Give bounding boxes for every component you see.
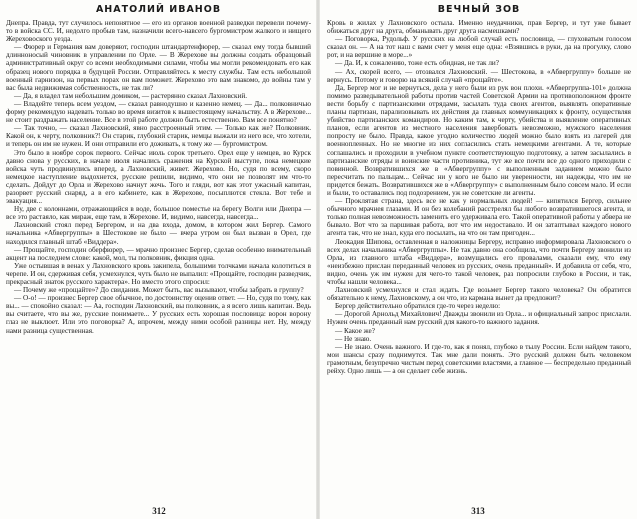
paragraph: Кровь в жилах у Лахновского остыла. Именно неудачники, прав Бергер, и тут уже бывает обижаться друг на друга, обманывать друг друга насмешками? [327,19,631,36]
paragraph: Это было в ноябре сорок первого. Сейчас июль сорок третьего. Орел еще у немцев, во Курск давно снова у русских, в начале июля начались сражения на Курской выступе, пока немецкие войска чуть продвинулись вперед, а Лахновский, живет. Жерехово. Но, судя по всему, скоро немецкое наступление выдохнется, русские решили, видимо, что они не позволят им что-то сделать. Дойдут до Орла и Жерехово начнут жечь. Того и гляди, вот как этот ужасный капитан, разорвет русский снаряд, а в его кабинете, как в Жерехове, посыплются стекла. Вот тебе и эвакуация... [6,148,311,206]
right-page-body [327,19,631,375]
paragraph: — Какое же? [335,326,375,335]
paragraph: Леокадия Шипова, оставленная в наложницы Бергеру, исправно информировала Лахновского о всех делах начальника «Абвергруппы». Не так давно она сообщила, что почти Бергеру звонили из Орла, из главного штаба «Виддера», возмущались его провалами, сказали ему, что ему «неизбежно прислан переданный человек из русских, очень преданный». И добавила от себя, что, видно, очень уж им нужен для чего-то такой человек, раз попросили глубоко в России, и так, чтобы нашли человека... [327,237,631,286]
paragraph: Бергер действительно обратился где-то через неделю: [335,302,501,311]
paragraph: — Так точно, — сказал Лахновский, явно расстроенный этим. — Только как же? Полковник. Какой он, к черту, полковник?! Он старик, глубокий старик, немцы выжали из него все, что хотели, и теперь он им не нужен. И они отправили его доживать, к тому же — бургомистром. [6,124,311,149]
paragraph: Ну, две с колоннами, отражающийся в воде, большое поместье на берегу Волги или Днепра — все это растаяло, как мираж, еще там, в Жерехове. И, видимо, навсегда, навсегда... [6,205,311,222]
paragraph: Днепра. Правда, тут случилось непонятное — его из органов военной разведки перевели почему-то в войска СС. И, недолго пробыв там, назначили всего-навсего бургомистром жалкого и нищего Жереховоского уезда. [6,19,311,44]
paragraph: Лахновский стоял перед Бергером, и на два входа, домом, в котором жил Бергер. Самого начальника «Абвергруппы» в Шестокове не было — вчера утром он был вызван в Орел, где находился главный штаб «Виддера». [6,221,311,246]
page-number-right: 313 [471,506,485,516]
left-page-body [6,19,311,335]
paragraph: — Дорогой Арнольд Михайлович! Дважды звонили из Орла... и официальный запрос прислали. Нужен очень преданный нам русский для какого-то важного задания. [327,310,631,327]
paragraph: Лахновский усмехнулся и стал ждать. Где возьмет Бергер такого человека? Он обратится обязательно к нему, Лахновскому, а он что, из кармана вынет да предложит? [327,286,631,303]
paragraph: — Не знаю. [335,334,372,343]
paragraph: — Ах, скорей всего, — отозвался Лахновский. — Шестокова, в «Абвергруппу» больше не вернусь. Потому и говорю на всякий случай «прощайте». [327,67,631,84]
right-page [319,0,637,519]
paragraph: — Проклятая страна, здесь все не как у нормальных людей! — кипятился Бергер, сильнее обычного мрачнея глазами. И он без колебаний расстрелял бы любого возвратившегося агента, и только полная невозможность заменить его удерживала его. Такой оперативной работы у абвера не бывало. Вот что за паршивая работа, вот что им недоставало. И он затаптывал каждого нового агента так, что не знал, куда его посылать, на что он там пригоден... [327,197,631,238]
running-head-author: АНАТОЛИЙ ИВАНОВ [95,4,222,15]
paragraph: Да, Бергер мог и не вернуться, дела у него были из рук вон плохи. «Абвергруппа-101» должна помимо разведывательной работы против частей Советской Армии на противоположном фронте вести борьбу с партизанскими отрядами, засылать туда своих агентов, выявлять оперативные планы партизан, парализовывать их действия да главных коммуникациях к фронту, осуществляя убийство партизанских командиров. Но каким там, к черту, убийства и выявление оперативных планов, если агентов из местного населения завербовать невозможно, мужского населения попросту не было. Правда, какое угодно количество людей можно было взять из лагерей для военнопленных. Но не многие из них согласились стать немецкими агентами. А те, которые соглашались и проходили в учебном пункте соответствующую подготовку, а затем засылались в партизанские отряды и воинские части противника, тут же все почти все до одного приходили с повинной. Возвратившихся же в «Абвергруппу» с выполненным заданием можно было пересчитать по пальцам... Сейчас ни у кого не было ни уверенности, ни надежды, что им не придется бежать. Возвратившихся же в «Абвергруппу» с выполненным было совсем мало. И если и были, то оставались под подозрением, уж не советские ли агенты. [327,83,631,197]
paragraph: — Почему же «прощайте»? До свидания. Может быть, вас вызывают, чтобы забрать в группу? [14,286,304,295]
paragraph: — Владейте теперь всем уездом, — сказал равнодушно и казенно немец. — Да... полковничью форму рекомендую надевать только во время визитов к вышестоящему начальству. А в Жерехове... не стоит раздражать население. Все в этой работе должно быть естественно. Вам все понятно? [6,99,311,125]
paragraph: — Поговорка, Рудольф. У русских на любой случай есть пословица, — глуховатым голосом сказал он. — А на тот наш с вами счет у меня еще одна: «Взявшись в руки, да на прогулку, слово рот, и на вершине в море...» [327,35,631,60]
running-head-title: ВЕЧНЫЙ ЗОВ [437,4,521,15]
paragraph: — Да. И, к сожалению, тоже есть обидная, не так ли? [335,59,499,68]
paragraph: — Не знаю. Очень важного. И где-то, как я понял, глубоко в тылу России. Если найдем такого, мои шансы сразу поднимутся. Так мне дали понять. Это русский должен быть человеком грамотным, безупречно чистым перед советскими властями, а главное — беспредельно преданный рейху. Одно лишь — а он сделает себе жизнь. [327,342,631,376]
paragraph: Уже остывшая в венах у Лахновского кровь закипела, большими толчками начала колотиться в черепе. И он, сдерживая себя, усмехнулся, чуть было не выпалил: «Прощайте, господин разведчик, прекрасный знаток русского характера». Но вместо этого спросил: [6,261,311,286]
paragraph: — Да, я владел там небольшим домиком, — растерянно сказал Лахновский. [14,91,247,100]
paragraph: — О-о! — произнес Бергер свое обычное, по достоинству оценив ответ. — Но, судя по тому, как вы... — спокойно сказал: — Аа, господин Лахновский, вы полковник, а я всего лишь капитан. Ведь вы считаете, что вы же, русские понимаете... У русских есть хорошая пословица: ворон ворону глаз не выклюет. Или это поговорка? А, впрочем, между ними особой разницы нет. Ну, между нами разница существенная. [6,294,311,335]
paragraph: — Фюрер и Германия вам доверяют, господин штандартенфюрер, — сказал ему тогда бывший длинноносый чиновник в управлении по Орле. — В Жерехове вы должны создать образцовый административный округ со всеми необходимыми силами, чтобы мы могли рекомендовать его как образец нового порядка в будущей России. Отправляйтесь к месту службы. Там есть небольшой военный гарнизон, на первых порах он вам поможет. Жерехово это вам знакомо, до войны там у вас была недвижимая собственность, не так ли? [6,43,311,92]
paragraph: — Прощайте, господин оберфюрер, — мрачно произнес Бергер, сделав особенно внимательный акцент на последнем слове: какой, мол, ты полковник, фикция одна. [6,245,311,262]
left-page [0,0,318,519]
page-number-left: 312 [152,506,166,516]
